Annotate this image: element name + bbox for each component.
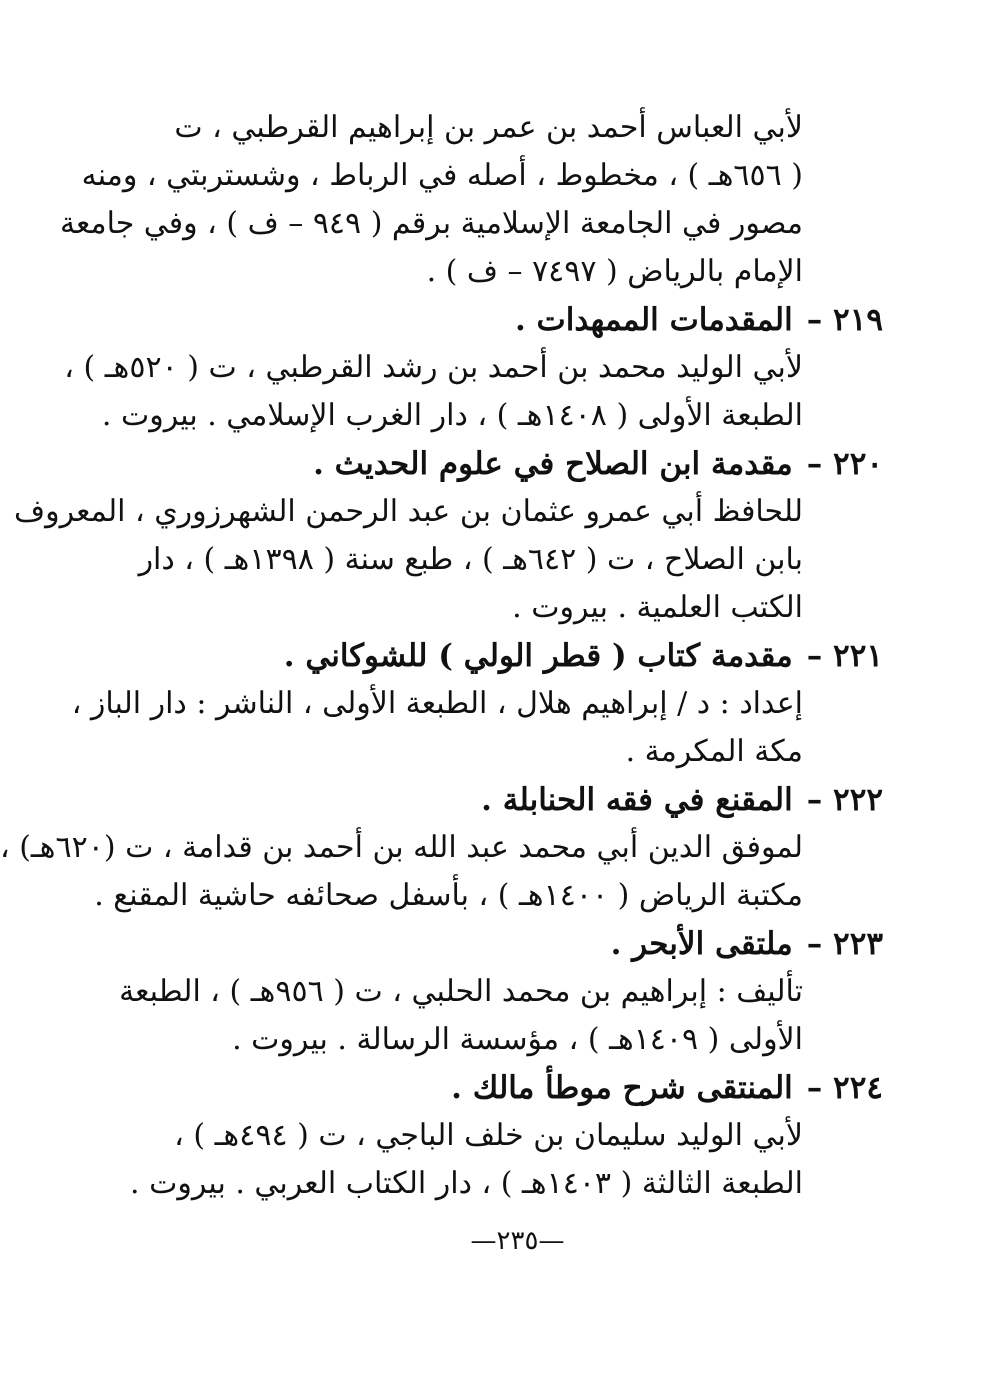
entry-218-line-1: لأبي العباس أحمد بن عمر بن إبراهيم القرطبي ، ت (174, 110, 803, 145)
entry-221-line-1: إعداد : د / إبراهيم هلال ، الطبعة الأولى ، الناشر : دار الباز ، (71, 686, 803, 721)
entry-218-line-4: الإمام بالرياض ( ٧٤٩٧ – ف ) . (426, 254, 803, 289)
entry-220-title: مقدمة ابن الصلاح في علوم الحديث . (313, 446, 793, 482)
entry-222-heading (183, 776, 883, 824)
entry-221-number: ٢٢١ – (806, 638, 883, 674)
entry-220-heading (183, 440, 883, 488)
entry-219-line-2: الطبعة الأولى ( ١٤٠٨هـ ) ، دار الغرب الإسلامي . بيروت . (101, 398, 803, 433)
entry-223-heading (183, 920, 883, 968)
page-number: —٢٣٥— (470, 1226, 565, 1256)
entry-221-title: مقدمة كتاب ( قطر الولي ) للشوكاني . (283, 638, 793, 674)
entry-219-number: ٢١٩ – (806, 302, 883, 338)
entry-220-line-1: للحافظ أبي عمرو عثمان بن عبد الرحمن الشهرزوري ، المعروف (14, 494, 803, 529)
entry-222-line-2: مكتبة الرياض ( ١٤٠٠هـ ) ، بأسفل صحائفه حاشية المقنع . (94, 878, 803, 913)
entry-222-title: المقنع في فقه الحنابلة . (481, 782, 793, 818)
entry-220-line-2: بابن الصلاح ، ت ( ٦٤٢هـ ) ، طبع سنة ( ١٣٩٨هـ ) ، دار (138, 542, 803, 577)
entry-222-number: ٢٢٢ – (806, 782, 883, 818)
entry-220-number: ٢٢٠ – (806, 446, 883, 482)
entry-224-title: المنتقى شرح موطأ مالك . (451, 1070, 793, 1106)
entry-223-line-2: الأولى ( ١٤٠٩هـ ) ، مؤسسة الرسالة . بيروت . (232, 1022, 803, 1057)
entry-219-title: المقدمات الممهدات . (514, 302, 793, 338)
entry-224-line-1: لأبي الوليد سليمان بن خلف الباجي ، ت ( ٤٩٤هـ ) ، (174, 1118, 803, 1153)
entry-221-heading (183, 632, 883, 680)
entry-219-heading (183, 296, 883, 344)
entry-224-line-2: الطبعة الثالثة ( ١٤٠٣هـ ) ، دار الكتاب العربي . بيروت . (130, 1166, 803, 1201)
entry-220-line-3: الكتب العلمية . بيروت . (512, 590, 803, 625)
entry-223-number: ٢٢٣ – (806, 926, 883, 962)
entry-223-title: ملتقى الأبحر . (610, 926, 793, 962)
entry-218-line-3: مصور في الجامعة الإسلامية برقم ( ٩٤٩ – ف ) ، وفي جامعة (59, 206, 803, 241)
entry-219-line-1: لأبي الوليد محمد بن أحمد بن رشد القرطبي ، ت ( ٥٢٠هـ ) ، (64, 350, 803, 385)
document-page (0, 104, 883, 1208)
entry-218-line-2: ( ٦٥٦هـ ) ، مخطوط ، أصله في الرباط ، وشستربتي ، ومنه (81, 158, 803, 193)
entry-223-line-1: تأليف : إبراهيم بن محمد الحلبي ، ت ( ٩٥٦هـ ) ، الطبعة (119, 974, 803, 1009)
entry-221-line-2: مكة المكرمة . (625, 734, 803, 769)
entry-224-heading (183, 1064, 883, 1112)
entry-224-number: ٢٢٤ – (806, 1070, 883, 1106)
entry-222-line-1: لموفق الدين أبي محمد عبد الله بن أحمد بن قدامة ، ت (٦٢٠هـ) ، (0, 830, 803, 865)
